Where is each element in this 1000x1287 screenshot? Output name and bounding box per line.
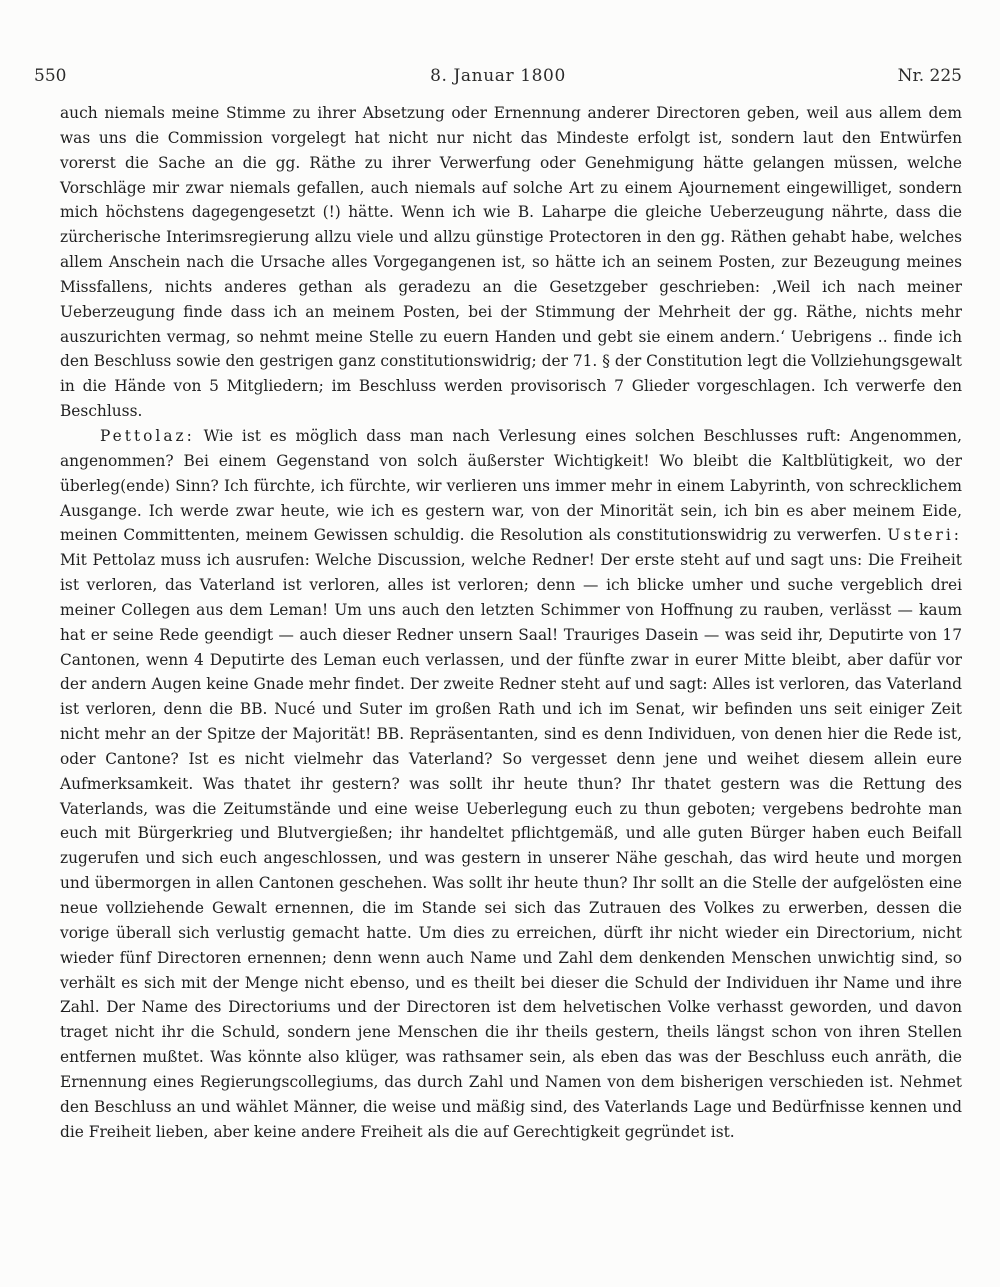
body-text <box>60 101 962 1144</box>
header-date: 8. Januar 1800 <box>430 66 566 86</box>
speech-usteri: Mit Pettolaz muss ich ausrufen: Welche Discussion, welche Redner! Der erste steht auf und sagt uns: Die Freiheit ist verloren, das Vaterland ist verloren, alles ist verloren; denn — ich blicke umher und suche vergeblich drei meiner Collegen aus dem Leman! Um uns auch den letzten Schimmer von Hoffnung zu rauben, verlässt — kaum hat er seine Rede geendigt — auch dieser Redner unsern Saal! Trauriges Dasein — was seid ihr, Deputirte von 17 Cantonen, wenn 4 Deputirte des Leman euch verlassen, und der fünfte zwar in eurer Mitte bleibt, aber dafür vor der andern Augen keine Gnade mehr findet. Der zweite Redner steht auf und sagt: Alles ist verloren, das Vaterland ist verloren, denn die BB. Nucé und Suter im großen Rath und ich im Senat, wir befinden uns seit einiger Zeit nicht mehr an der Spitze der Majorität! BB. Repräsentanten, sind es denn Individuen, von denen hier die Rede ist, oder Cantone? Ist es nicht vielmehr das Vaterland? So vergesset denn jene und weihet diesem allein eure Aufmerksamkeit. Was thatet ihr gestern? was sollt ihr heute thun? Ihr thatet gestern was die Rettung des Vaterlands, was die Zeitumstände und eine weise Ueberlegung euch zu thun geboten; vergebens bedrohte man euch mit Bürgerkrieg und Blutvergießen; ihr handeltet pflichtgemäß, und alle guten Bürger haben euch Beifall zugerufen und sich euch angeschlossen, und was gestern in unserer Nähe geschah, das wird heute und morgen und übermorgen in allen Cantonen geschehen. Was sollt ihr heute thun? Ihr sollt an die Stelle der aufgelösten eine neue vollziehende Gewalt ernennen, die im Stande sei sich das Zutrauen des Volkes zu erwerben, dessen die vorige überall sich verlustig gemacht hatte. Um dies zu erreichen, dürft ihr nicht wieder ein Directorium, nicht wieder fünf Directoren ernennen; denn wenn auch Name und Zahl dem denkenden Menschen unwichtig sind, so verhält es sich mit der Menge nicht ebenso, und es theilt bei dieser die Schuld der Individuen ihr Name und ihre Zahl. Der Name des Directoriums und der Directoren ist dem helvetischen Volke verhasst geworden, und davon traget nicht ihr die Schuld, sondern jene Menschen die ihr theils gestern, theils längst schon von ihren Stellen entfernen mußtet. Was könnte also klüger, was rathsamer sein, als eben das was der Beschluss euch anräth, die Ernennung eines Regierungscollegiums, das durch Zahl und Namen von dem bisherigen verschieden ist. Nehmet den Beschluss an und wählet Männer, die weise und mäßig sind, des Vaterlands Lage und Bedürfnisse kennen und die Freiheit lieben, aber keine andere Freiheit als die auf Gerechtigkeit gegründet ist. <box>60 551 962 1141</box>
speech-pettolaz: Wie ist es möglich dass man nach Verlesung eines solchen Beschlusses ruft: Angenommen, angenommen? Bei einem Gegenstand von solch äußerster Wichtigkeit! Wo bleibt die Kaltblütigkeit, wo der überleg(ende) Sinn? Ich fürchte, ich fürchte, wir verlieren uns immer mehr in einem Labyrinth, von schrecklichem Ausgange. Ich werde zwar heute, wie ich es gestern war, von der Minorität sein, ich bin es aber meinem Eide, meinen Committenten, meinem Gewissen schuldig. die Resolution als constitutionswidrig zu verwerfen. <box>60 426 962 545</box>
page-header <box>34 66 962 94</box>
speaker-name-usteri: Usteri: <box>887 526 962 545</box>
document-number: Nr. 225 <box>897 66 962 86</box>
paragraph-2 <box>60 424 962 1144</box>
speaker-name-pettolaz: Pettolaz: <box>100 426 195 445</box>
page-number: 550 <box>34 66 67 86</box>
paragraph-1: auch niemals meine Stimme zu ihrer Absetzung oder Ernennung anderer Directoren geben, weil aus allem dem was uns die Commission vorgelegt hat nicht nur nicht das Mindeste erfolgt ist, sondern laut den Entwürfen vorerst die Sache an die gg. Räthe zu ihrer Verwerfung oder Genehmigung hätte gelangen müssen, welche Vorschläge mir zwar niemals gefallen, auch niemals auf solche Art zu einem Ajournement eingewilliget, sondern mich höchstens dagegengesetzt (!) hätte. Wenn ich wie B. Laharpe die gleiche Ueberzeugung nährte, dass die zürcherische Interimsregierung allzu viele und allzu günstige Protectoren in den gg. Räthen gehabt habe, welches allem Anschein nach die Ursache alles Vorgegangenen ist, so hätte ich an seinem Posten, zur Bezeugung meines Missfallens, nichts anderes gethan als geradezu an die Gesetzgeber geschrieben: ‚Weil ich nach meiner Ueberzeugung finde dass ich an meinem Posten, bei der Stimmung der Mehrheit der gg. Räthe, nichts mehr auszurichten vermag, so nehmt meine Stelle zu euern Handen und gebt sie einem andern.‘ Uebrigens .. finde ich den Beschluss sowie den gestrigen ganz constitutionswidrig; der 71. § der Constitution legt die Vollziehungsgewalt in die Hände von 5 Mitgliedern; im Beschluss werden provisorisch 7 Glieder vorgeschlagen. Ich verwerfe den Beschluss. <box>60 104 962 421</box>
